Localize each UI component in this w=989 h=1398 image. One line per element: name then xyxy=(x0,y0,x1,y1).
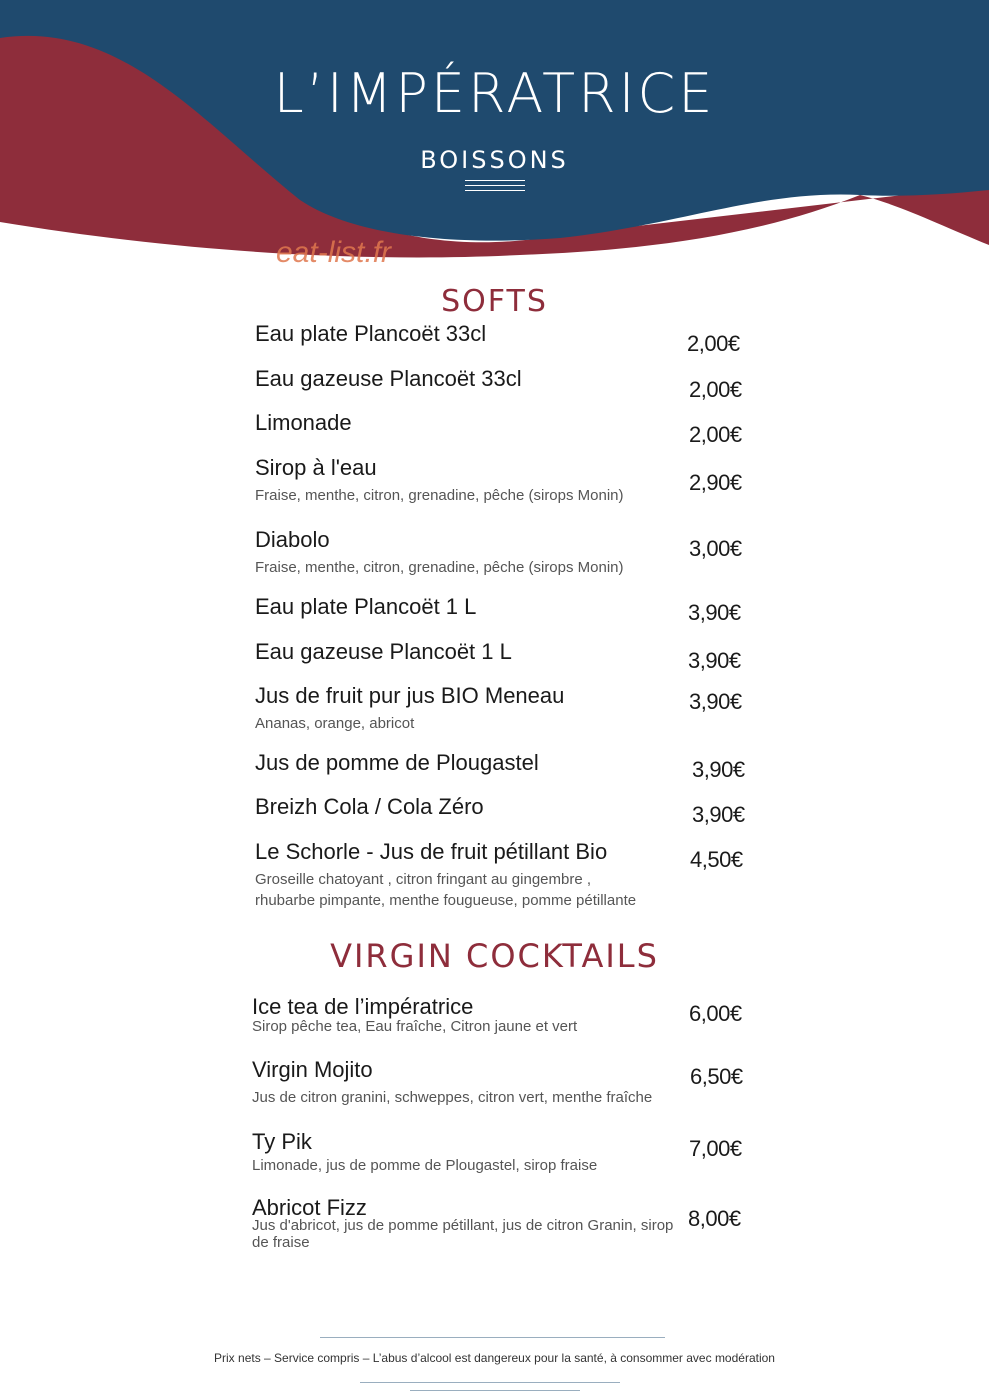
item-name: Virgin Mojito xyxy=(252,1057,373,1082)
item-price: 2,00€ xyxy=(689,377,742,402)
footer-disclaimer: Prix nets – Service compris – L’abus d’alcool est dangereux pour la santé, à consommer avec modération xyxy=(214,1351,775,1365)
item-description: Limonade, jus de pomme de Plougastel, sirop fraise xyxy=(252,1157,598,1174)
item-price: 2,00€ xyxy=(689,422,742,447)
menu-item xyxy=(252,1195,673,1251)
item-name: Eau gazeuse Plancoët 33cl xyxy=(255,366,522,391)
menu-item xyxy=(255,527,624,578)
menu-item xyxy=(252,1129,597,1176)
item-name: Ice tea de l’impératrice xyxy=(252,994,474,1019)
item-name: Sirop à l'eau xyxy=(255,455,377,480)
item-name: Le Schorle - Jus de fruit pétillant Bio xyxy=(255,839,608,864)
item-price: 3,90€ xyxy=(688,600,741,625)
menu-item xyxy=(255,410,352,436)
footer-divider-bottom xyxy=(360,1382,620,1383)
item-name: Jus de fruit pur jus BIO Meneau xyxy=(255,683,565,708)
item-price: 3,90€ xyxy=(689,689,742,714)
item-description: Ananas, orange, abricot xyxy=(255,715,415,732)
item-description: Jus d'abricot, jus de pomme pétillant, jus de citron Granin, sirop xyxy=(252,1217,674,1234)
item-price: 3,90€ xyxy=(688,648,741,673)
menu-item xyxy=(255,794,484,820)
item-name: Limonade xyxy=(255,410,352,435)
brand-name: L’IMPÉRATRICE xyxy=(273,62,716,125)
menu-item xyxy=(252,1057,652,1108)
menu-item xyxy=(255,321,486,347)
menu-item xyxy=(255,594,476,620)
item-description: Fraise, menthe, citron, grenadine, pêche (sirops Monin) xyxy=(255,559,624,576)
item-name: Ty Pik xyxy=(252,1129,312,1154)
item-description: Fraise, menthe, citron, grenadine, pêche (sirops Monin) xyxy=(255,487,624,504)
menu-item xyxy=(255,639,512,665)
item-price: 3,90€ xyxy=(692,802,745,827)
item-name: Breizh Cola / Cola Zéro xyxy=(255,794,484,819)
item-name: Jus de pomme de Plougastel xyxy=(255,750,539,775)
watermark: eat-list.fr xyxy=(276,236,392,269)
item-name: Eau plate Plancoët 33cl xyxy=(255,321,487,346)
item-description-continued: de fraise xyxy=(252,1234,310,1251)
item-price: 8,00€ xyxy=(688,1206,741,1231)
item-name: Eau plate Plancoët 1 L xyxy=(255,594,477,619)
footer-divider-bottom-2 xyxy=(410,1390,580,1391)
item-price: 2,90€ xyxy=(689,470,742,495)
item-price: 2,00€ xyxy=(687,331,740,356)
item-name: Eau gazeuse Plancoët 1 L xyxy=(255,639,512,664)
item-price: 3,90€ xyxy=(692,757,745,782)
menu-item xyxy=(255,839,636,911)
item-description: Jus de citron granini, schweppes, citron vert, menthe fraîche xyxy=(252,1089,653,1106)
subtitle-underline xyxy=(465,180,525,195)
item-description: Groseille chatoyant , citron fringant au gingembre , xyxy=(255,871,592,888)
item-name: Abricot Fizz xyxy=(252,1195,367,1220)
item-name: Diabolo xyxy=(255,527,330,552)
item-description: Sirop pêche tea, Eau fraîche, Citron jaune et vert xyxy=(252,1018,578,1035)
menu-item xyxy=(255,750,539,776)
menu-item xyxy=(252,994,577,1037)
footer-divider-top xyxy=(320,1337,665,1338)
menu-item xyxy=(255,455,624,506)
section-title-virgin-cocktails: VIRGIN COCKTAILS xyxy=(330,937,659,975)
item-price: 3,00€ xyxy=(689,536,742,561)
menu-item xyxy=(255,683,564,734)
item-price: 6,00€ xyxy=(689,1001,742,1026)
section-title-softs: SOFTS xyxy=(441,284,548,319)
item-description-continued: rhubarbe pimpante, menthe fougueuse, pomme pétillante xyxy=(255,892,637,909)
menu-item xyxy=(255,366,522,392)
item-price: 4,50€ xyxy=(690,847,743,872)
menu-subtitle: BOISSONS xyxy=(420,146,569,174)
item-price: 7,00€ xyxy=(689,1136,742,1161)
item-price: 6,50€ xyxy=(690,1064,743,1089)
